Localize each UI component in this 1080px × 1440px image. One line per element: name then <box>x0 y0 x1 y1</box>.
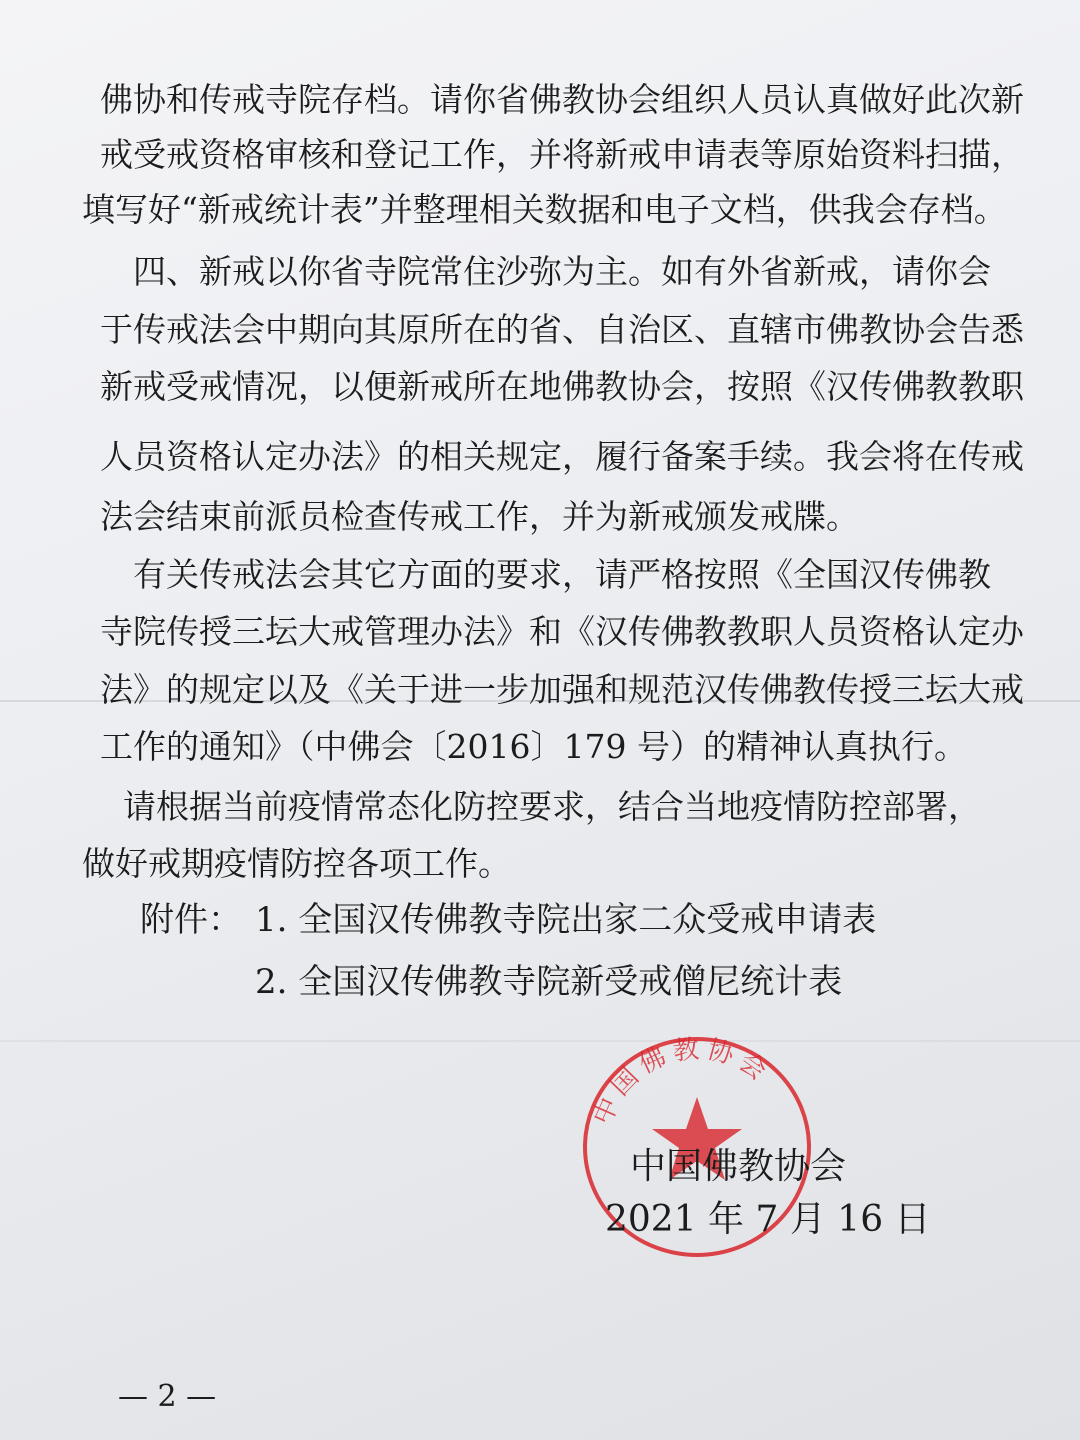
page-number: — 2 — <box>118 1379 217 1414</box>
body-line: 填写好“新戒统计表”并整理相关数据和电子文档，供我会存档。 <box>82 190 1007 229</box>
body-line: 人员资格认定办法》的相关规定，履行备案手续。我会将在传戒 <box>100 437 1024 476</box>
body-line: 工作的通知》（中佛会〔2016〕179 号）的精神认真执行。 <box>100 727 967 766</box>
body-line: 四、新戒以你省寺院常住沙弥为主。如有外省新戒，请你会 <box>100 252 991 291</box>
attachments-label: 附件： <box>140 900 242 940</box>
body-line: 于传戒法会中期向其原所在的省、自治区、直辖市佛教协会告悉 <box>100 310 1024 349</box>
body-line: 法》的规定以及《关于进一步加强和规范汉传佛教传授三坛大戒 <box>100 670 1024 709</box>
body-line: 做好戒期疫情防控各项工作。 <box>82 844 511 883</box>
body-line: 新戒受戒情况，以便新戒所在地佛教协会，按照《汉传佛教教职 <box>100 367 1024 406</box>
body-line: 寺院传授三坛大戒管理办法》和《汉传佛教教职人员资格认定办 <box>100 612 1024 651</box>
svg-text:中国佛教协会: 中国佛教协会 <box>587 1035 777 1130</box>
body-line: 戒受戒资格审核和登记工作，并将新戒申请表等原始资料扫描， <box>100 135 1024 174</box>
signature-date: 2021 年 7 月 16 日 <box>605 1199 931 1240</box>
signature-org: 中国佛教协会 <box>630 1146 847 1187</box>
body-line: 法会结束前派员检查传戒工作，并为新戒颁发戒牒。 <box>100 497 859 536</box>
attachment-item: 1. 全国汉传佛教寺院出家二众受戒申请表 <box>255 900 877 940</box>
body-line: 佛协和传戒寺院存档。请你省佛教协会组织人员认真做好此次新 <box>100 80 1024 119</box>
paper-fold <box>0 1040 1080 1042</box>
body-line: 请根据当前疫情常态化防控要求，结合当地疫情防控部署， <box>90 787 981 826</box>
attachment-item: 2. 全国汉传佛教寺院新受戒僧尼统计表 <box>255 962 843 1002</box>
body-line: 有关传戒法会其它方面的要求，请严格按照《全国汉传佛教 <box>100 555 991 594</box>
